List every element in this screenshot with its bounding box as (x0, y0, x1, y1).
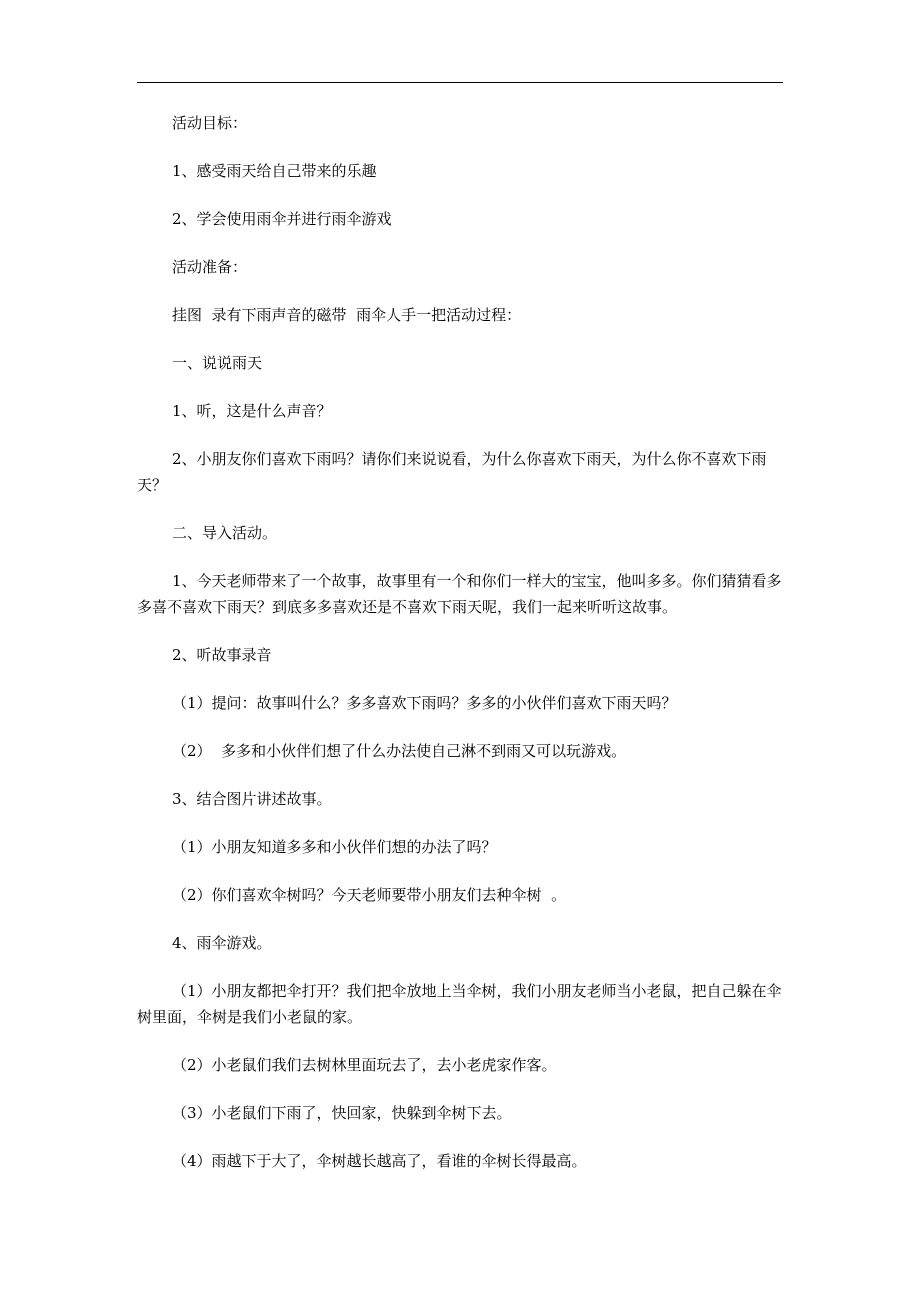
section-heading-preparation: 活动准备： (172, 258, 248, 276)
step-heading-1: 一、说说雨天 (172, 354, 263, 372)
sub-step-item: （1）小朋友知道多多和小伙伴们想的办法了吗？ (172, 838, 497, 856)
sub-step-item: （2）小老鼠们我们去树林里面玩去了，去小老虎家作客。 (172, 1056, 557, 1074)
header-rule (137, 82, 783, 83)
sub-step-item: （1）小朋友都把伞打开？我们把伞放地上当伞树，我们小朋友老师当小老鼠，把自己躲在伞树里面，伞树是我们小老鼠的家。 (137, 982, 782, 1026)
sub-step-item: （2） 多多和小伙伴们想了什么办法使自己淋不到雨又可以玩游戏。 (172, 742, 627, 760)
section-heading-goals: 活动目标： (172, 114, 248, 132)
step-item: 2、听故事录音 (172, 646, 272, 664)
step-item: 4、雨伞游戏。 (172, 934, 272, 952)
step-item: 3、结合图片讲述故事。 (172, 790, 332, 808)
preparation-text: 挂图 录有下雨声音的磁带 雨伞人手一把活动过程： (172, 306, 522, 324)
step-heading-2: 二、导入活动。 (172, 524, 278, 542)
sub-step-item: （1）提问：故事叫什么？多多喜欢下雨吗？多多的小伙伴们喜欢下雨天吗？ (172, 694, 677, 712)
sub-step-item: （4）雨越下于大了，伞树越长越高了，看谁的伞树长得最高。 (172, 1152, 587, 1170)
step-item: 1、听，这是什么声音？ (172, 402, 332, 420)
sub-step-item: （3）小老鼠们下雨了，快回家，快躲到伞树下去。 (172, 1104, 512, 1122)
goal-item-1: 1、感受雨天给自己带来的乐趣 (172, 162, 377, 180)
goal-item-2: 2、学会使用雨伞并进行雨伞游戏 (172, 210, 392, 228)
sub-step-item: （2）你们喜欢伞树吗？今天老师要带小朋友们去种伞树 。 (172, 886, 567, 904)
step-item: 1、今天老师带来了一个故事，故事里有一个和你们一样大的宝宝，他叫多多。你们猜猜看多多喜不喜欢下雨天？到底多多喜欢还是不喜欢下雨天呢，我们一起来听听这故事。 (137, 572, 782, 616)
step-item: 2、小朋友你们喜欢下雨吗？请你们来说说看，为什么你喜欢下雨天，为什么你不喜欢下雨天？ (137, 450, 767, 494)
document-body (137, 110, 783, 1196)
